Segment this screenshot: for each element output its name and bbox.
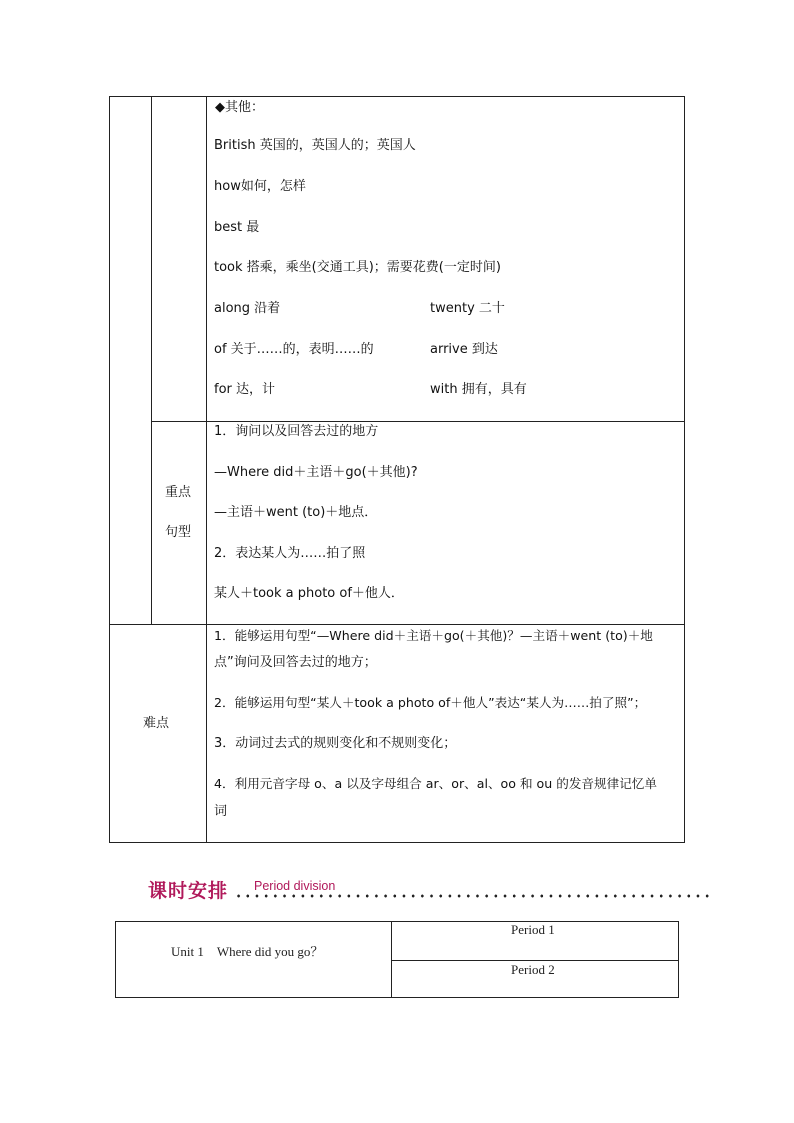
key-sentences-label-2: 句型 xyxy=(165,525,192,540)
key-sentences-label-1: 重点 xyxy=(165,485,192,500)
vocab-pair-left: of 关于……的，表明……的 xyxy=(214,342,374,357)
table-border-right xyxy=(684,96,685,843)
dotted-leader xyxy=(234,893,712,899)
key-sentence-line: 1．询问以及回答去过的地方 xyxy=(214,424,379,439)
period-label: Period 2 xyxy=(511,962,555,977)
period-section-title: 课时安排 xyxy=(148,880,229,902)
table-border-bottom xyxy=(109,842,685,843)
key-sentence-line: —Where did＋主语＋go(＋其他)? xyxy=(214,465,418,480)
col-divider-2 xyxy=(206,96,207,843)
vocab-pair-left: for 达，计 xyxy=(214,382,276,397)
col-divider-1 xyxy=(151,96,152,625)
period-table-left xyxy=(115,921,116,998)
vocab-item-took: took 搭乘，乘坐(交通工具)；需要花费(一定时间) xyxy=(214,260,501,275)
period-row-divider xyxy=(391,960,679,961)
row-divider-vocab xyxy=(151,421,685,422)
key-sentence-line: 2．表达某人为……拍了照 xyxy=(214,546,366,561)
period-section-subtitle: Period division xyxy=(254,879,336,893)
difficulties-label: 难点 xyxy=(143,716,170,731)
difficulty-item: 2．能够运用句型“某人＋took a photo of＋他人”表达“某人为……拍了照”； xyxy=(214,695,647,710)
key-sentence-line: —主语＋went (to)＋地点． xyxy=(214,505,378,520)
difficulty-item: 点”询问及回答去过的地方； xyxy=(214,655,377,670)
vocab-header: ◆其他： xyxy=(215,100,264,115)
vocab-pair-right: twenty 二十 xyxy=(430,301,505,316)
vocab-item-british: British 英国的，英国人的；英国人 xyxy=(214,138,416,153)
vocab-item-best: best 最 xyxy=(214,220,260,235)
table-border-left xyxy=(109,96,110,843)
period-table-bottom xyxy=(115,997,679,998)
period-table-top xyxy=(115,921,679,922)
period-label: Period 1 xyxy=(511,922,555,937)
difficulty-item: 4．利用元音字母 o、a 以及字母组合 ar、or、al、oo 和 ou 的发音规律记忆单 xyxy=(214,776,657,791)
key-sentence-formula: 某人＋took a photo of＋他人． xyxy=(214,586,404,601)
vocab-pair-left: along 沿着 xyxy=(214,301,281,316)
difficulty-item: 词 xyxy=(214,804,228,819)
vocab-item-how: how如何，怎样 xyxy=(214,179,306,194)
vocab-pair-right: arrive 到达 xyxy=(430,342,498,357)
table-border-top xyxy=(109,96,685,97)
difficulty-item: 3．动词过去式的规则变化和不规则变化； xyxy=(214,736,457,751)
unit-title: Unit 1 Where did you go？ xyxy=(171,944,324,959)
row-divider-key xyxy=(109,624,685,625)
vocab-pair-right: with 拥有，具有 xyxy=(430,382,527,397)
difficulty-item: 1．能够运用句型“—Where did＋主语＋go(＋其他)？—主语＋went (to)＋地 xyxy=(214,628,653,643)
